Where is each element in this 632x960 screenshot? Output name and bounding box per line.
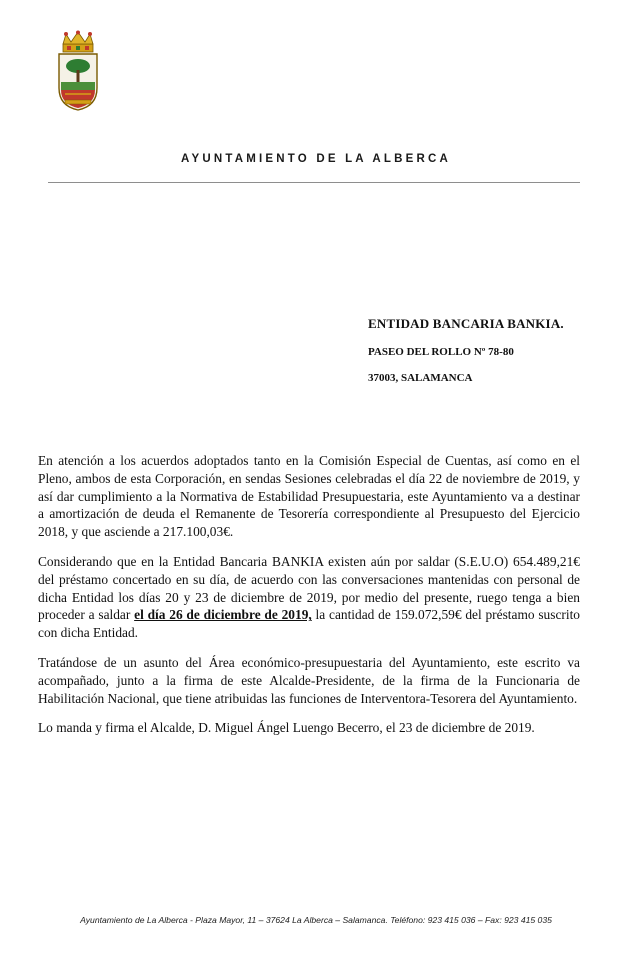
paragraph-agreements: En atención a los acuerdos adoptados tanto en la Comisión Especial de Cuentas, así como en el Pleno, ambos de esta Corporación, en sendas Sesiones celebradas el día 22 de noviembre de 2019, y así dar cumplimiento a la Normativa de Estabilidad Presupuestaria, este Ayuntamiento va a destinar a amortización de deuda el Remanente de Tesorería correspondiente al Presupuesto del Ejercicio 2018, y que asciende a 217.100,03€. [38, 453, 580, 540]
recipient-city: 37003, SALAMANCA [368, 372, 473, 384]
request-text-start: Considerando que en la Entidad Bancaria BANKIA existen aún por saldar (S.E.U.O) 654.489,21€ del préstamo concertado en su día, de acuerdo con las conversaciones mantenidas con personal de dicha Entidad los días 20 y 23 de diciembre de 2019, por medio del presente, ruego tenga a bien proceder a saldar [38, 553, 580, 623]
paragraph-closing: Lo manda y firma el Alcalde, D. Miguel Ángel Luengo Becerro, el 23 de diciembre de 2019. [38, 720, 535, 736]
footer-contact: Ayuntamiento de La Alberca - Plaza Mayor, 11 – 37624 La Alberca – Salamanca. Teléfono: 923 415 036 – Fax: 923 415 035 [80, 915, 552, 925]
organization-title: AYUNTAMIENTO DE LA ALBERCA [181, 153, 451, 165]
paragraph-request [38, 553, 580, 642]
payment-date-emphasis: el día 26 de diciembre de 2019, [134, 607, 312, 623]
header-divider [48, 182, 580, 183]
recipient-name: ENTIDAD BANCARIA BANKIA. [368, 316, 564, 331]
letter-body [38, 452, 580, 749]
request-text-end: la cantidad de 159.072,59€ del préstamo suscrito con dicha Entidad. [38, 607, 581, 641]
coat-of-arms-icon [55, 30, 101, 112]
recipient-street: PASEO DEL ROLLO Nº 78-80 [368, 346, 514, 358]
recipient-address-block [368, 316, 618, 384]
paragraph-signatures: Tratándose de un asunto del Área económico-presupuestaria del Ayuntamiento, este escrito va acompañado, junto a la firma de este Alcalde-Presidente, de la firma de la Funcionaria de Habilitación Nacional, que tiene atribuidas las funciones de Interventora-Tesorera del Ayuntamiento. [38, 654, 580, 706]
